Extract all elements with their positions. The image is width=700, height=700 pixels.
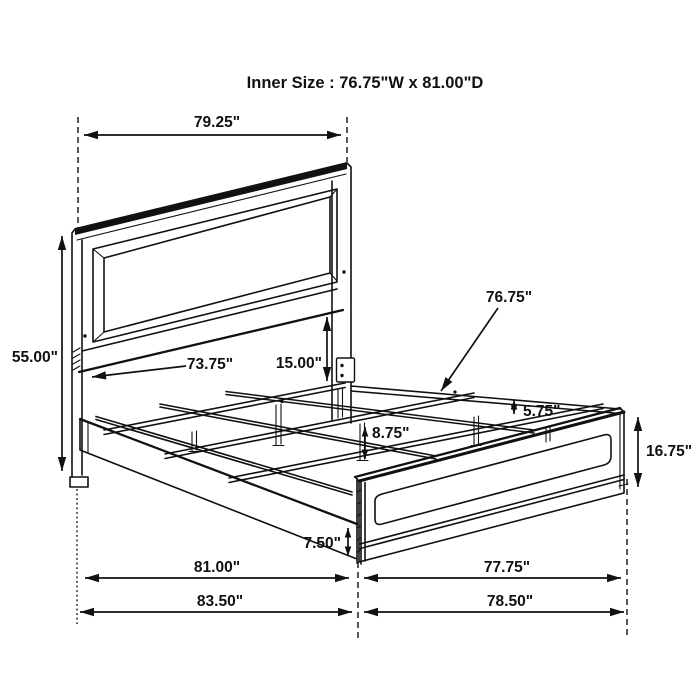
slat-support-grid [96, 383, 603, 495]
dim-label-headboard-height: 55.00" [11, 349, 58, 366]
dimension-headboard-width [78, 114, 347, 228]
dim-label-slat-support-height: 8.75" [372, 425, 410, 442]
dim-label-footboard-width: 77.75" [483, 559, 531, 576]
dimension-overall-length [80, 593, 352, 612]
dimension-rail-to-slat-gap [514, 400, 561, 420]
dimension-side-rail-height [303, 528, 348, 556]
dim-label-headboard-width: 79.25" [193, 114, 241, 131]
dimension-footboard-width [364, 559, 621, 578]
dim-label-headboard-inner-width: 73.75" [186, 356, 234, 373]
dimension-headboard-to-rail [276, 317, 327, 381]
dim-label-overall-length: 83.50" [196, 593, 244, 610]
dim-label-overall-width: 78.50" [486, 593, 534, 610]
dim-label-slat-inner-width: 76.75" [485, 289, 533, 306]
dim-label-footboard-height: 16.75" [646, 443, 693, 460]
bottom-extension-lines [77, 479, 627, 639]
dim-label-headboard-to-rail: 15.00" [275, 355, 322, 372]
dimension-headboard-height [12, 236, 62, 471]
dimension-overall-width [364, 593, 624, 612]
headboard [70, 162, 355, 487]
dimension-slat-inner-width [441, 289, 532, 391]
dimension-headboard-inner-width [92, 356, 233, 377]
dimension-footboard-height [638, 417, 692, 487]
dim-label-side-rail-height: 7.50" [303, 535, 341, 552]
dimension-side-rail-length [85, 559, 349, 578]
dim-label-rail-to-slat-gap: 5.75" [523, 403, 561, 420]
dim-label-side-rail-length: 81.00" [193, 559, 241, 576]
diagram-title: Inner Size : 76.75"W x 81.00"D [246, 74, 484, 92]
bed-frame-drawing [70, 162, 628, 564]
